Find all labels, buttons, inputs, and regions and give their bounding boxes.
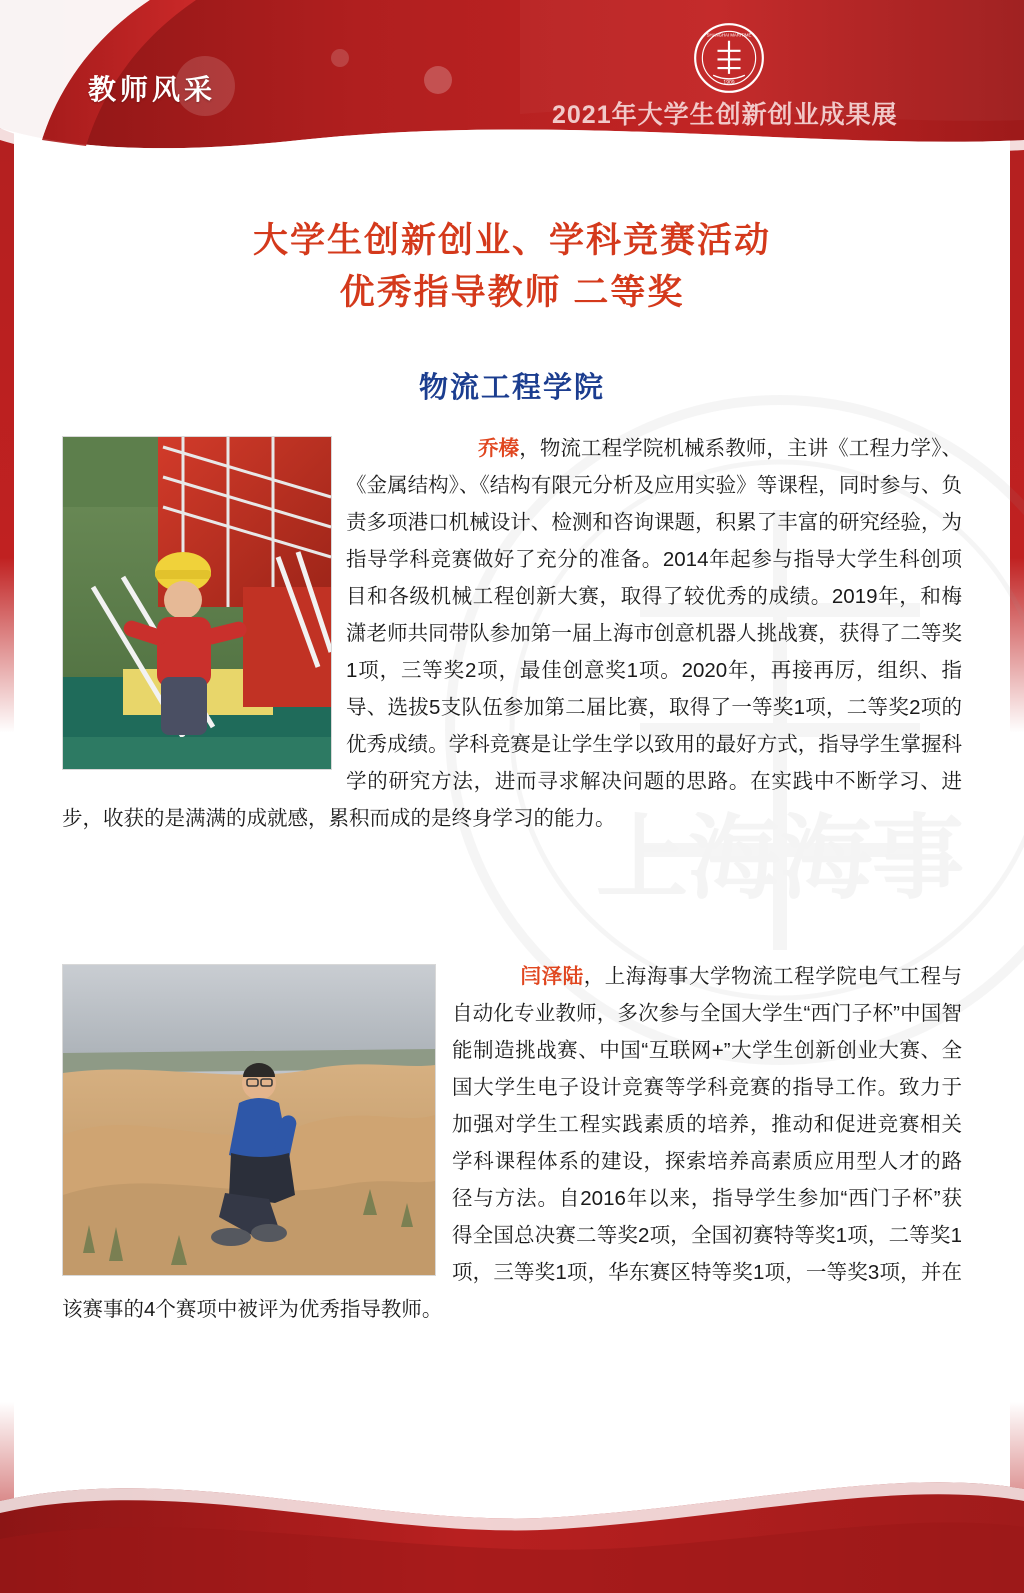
university-logo-icon	[693, 22, 765, 94]
college-name: 物流工程学院	[418, 372, 605, 404]
teacher-bio-2-text: ，上海海事大学物流工程学院电气工程与自动化专业教师，多次参与全国大学生“西门子杯”中国智能制造挑战赛、中国“互联网+”大学生创新创业大赛、全国大学生电子设计竞赛等学科竞赛的指导工作。致力于加强对学生工程实践素质的培养，推动和促进竞赛相关学科课程体系的建设，探索培养高素质应用型人才的路径与方法。自2016年以来，指导学生参加“西门子杯”获得全国总决赛二等奖2项，全国初赛特等奖1项，二等奖1项，三等奖1项，华东赛区特等奖1项，一等奖3项，并在该赛事的4个赛项中被评为优秀指导教师。	[62, 965, 963, 1321]
poster-footer	[0, 1443, 1024, 1593]
svg-text:SHANGHAI MARITIME: SHANGHAI MARITIME	[706, 32, 752, 38]
teacher-photo-qiaozhen	[62, 436, 332, 770]
main-title-line1: 大学生创新创业、学科竞赛活动	[252, 221, 771, 260]
svg-text:1909: 1909	[723, 79, 735, 86]
main-title-line2: 优秀指导教师 二等奖	[339, 273, 685, 312]
footer-banner-shape	[0, 1443, 1024, 1593]
header-right-label: 2021年大学生创新创业成果展	[552, 101, 898, 129]
teacher-entry-2	[62, 958, 962, 1328]
header-left-label: 教师风采	[88, 74, 217, 105]
teacher-entry-1	[62, 430, 962, 837]
poster-header	[0, 0, 1024, 175]
svg-text:上海海事: 上海海事	[595, 808, 965, 910]
teacher-photo-yanzelu	[62, 964, 436, 1276]
teacher-name-2: 闫泽陆	[520, 965, 584, 988]
teacher-name-1: 乔榛	[478, 437, 520, 460]
teacher-bio-1-text: ，物流工程学院机械系教师，主讲《工程力学》、《金属结构》、《结构有限元分析及应用实验》等课程，同时参与、负责多项港口机械设计、检测和咨询课题，积累了丰富的研究经验，为指导学科竞赛做好了充分的准备。2014年起参与指导大学生科创项目和各级机械工程创新大赛，取得了较优秀的成绩。2019年，和梅潇老师共同带队参加第一届上海市创意机器人挑战赛，获得了二等奖1项，三等奖2项，最佳创意奖1项。2020年，再接再厉，组织、指导、选拔5支队伍参加第二届比赛，取得了一等奖1项，二等奖2项的优秀成绩。学科竞赛是让学生学以致用的最好方式，指导学生掌握科学的研究方法，进而寻求解决问题的思路。在实践中不断学习、进步，收获的是满满的成就感，累积而成的是终身学习的能力。	[62, 437, 962, 830]
page-title	[0, 215, 1024, 319]
